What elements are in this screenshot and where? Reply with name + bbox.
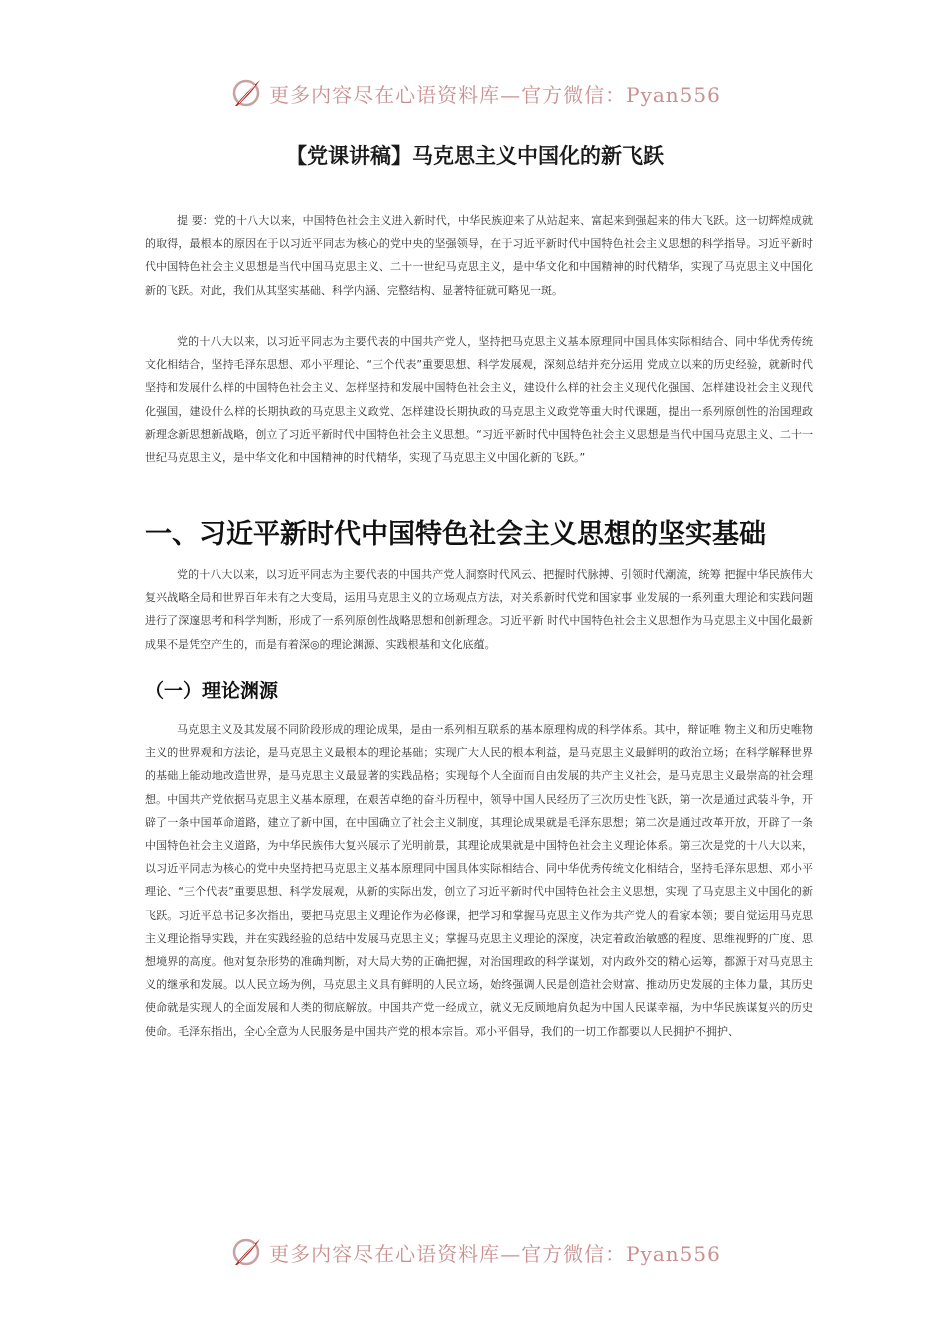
watermark-top-inner (229, 76, 721, 110)
watermark-banner-bottom (0, 1232, 950, 1272)
subsection-1-heading: （一）理论渊源 (145, 680, 279, 702)
watermark-bottom-inner (229, 1235, 721, 1269)
abstract-block (145, 209, 813, 302)
intro-block (145, 330, 813, 469)
subsection-1-paragraph: 马克思主义及其发展不同阶段形成的理论成果，是由一系列相互联系的基本原理构成的科学体系。其中，辩证唯 物主义和历史唯物主义的世界观和方法论，是马克思主义最根本的理论基础；实现广大人民的根本利益，是马克思主义最鲜明的政治立场；在科学解释世界的基础上能动地改造世界，是马克思主义最显著的实践品格；实现每个人全面而自由发展的共产主义社会，是马克思主义最崇高的社会理想。中国共产党依据马克思主义基本原理，在艰苦卓绝的奋斗历程中，领导中国人民经历了三次历史性飞跃，第一次是通过武装斗争，开辟了一条中国革命道路，建立了新中国，在中国确立了社会主义制度，其理论成果就是毛泽东思想；第二次是通过改革开放，开辟了一条中国特色社会主义道路，为中华民族伟大复兴展示了光明前景，其理论成果就是中国特色社会主义理论体系。第三次是党的十八大以来，以习近平同志为核心的党中央坚持把马克思主义基本原理同中国具体实际相结合、同中华优秀传统文化相结合，坚持毛泽东思想、邓小平理论、“三个代表”重要思想、科学发展观，从新的实际出发，创立了习近平新时代中国特色社会主义思想，实现 了马克思主义中国化的新飞跃。习近平总书记多次指出，要把马克思主义理论作为必修课，把学习和掌握马克思主义作为共产党人的看家本领；要自觉运用马克思主义理论指导实践，并在实践经验的总结中发展马克思主义；掌握马克思主义理论的深度，决定着政治敏感的程度、思维视野的广度、思想境界的高度。他对复杂形势的准确判断，对大局大势的正确把握，对治国理政的科学谋划，对内政外交的精心运筹，都源于对马克思主义的继承和发展。以人民立场为例，马克思主义具有鲜明的人民立场，始终强调人民是创造社会财富、推动历史发展的主体力量，其历史使命就是实现人的全面发展和人类的彻底解放。中国共产党一经成立，就义无反顾地肩负起为中国人民谋幸福，为中华民族谋复兴的历史使命。毛泽东指出，全心全意为人民服务是中国共产党的根本宗旨。邓小平倡导，我们的一切工作都要以人民拥护不拥护、 (145, 723, 813, 1038)
watermark-text: 更多内容尽在心语资料库—官方微信：Pyan556 (269, 1241, 721, 1266)
document-title: 【党课讲稿】马克思主义中国化的新飞跃 (286, 144, 664, 168)
watermark-text: 更多内容尽在心语资料库—官方微信：Pyan556 (269, 82, 721, 107)
quill-circle-icon (229, 76, 263, 110)
abstract-paragraph: 提 要：党的十八大以来，中国特色社会主义进入新时代，中华民族迎来了从站起来、富起来到强起来的伟大飞跃。这一切辉煌成就的取得，最根本的原因在于以习近平同志为核心的党中央的坚强领导，在于习近平新时代中国特色社会主义思想的科学指导。习近平新时代中国特色社会主义思想是当代中国马克思主义、二十一世纪马克思主义，是中华文化和中国精神的时代精华，实现了马克思主义中国化新的飞跃。对此，我们从其坚实基础、科学内涵、完整结构、显著特征就可略见一斑。 (145, 214, 813, 297)
section-1-block (145, 563, 813, 656)
watermark-banner-top (0, 73, 950, 113)
intro-paragraph: 党的十八大以来，以习近平同志为主要代表的中国共产党人，坚持把马克思主义基本原理同中国具体实际相结合、同中华优秀传统文化相结合，坚持毛泽东思想、邓小平理论、“三个代表”重要思想、科学发展观，深刻总结并充分运用 党成立以来的历史经验，就新时代坚持和发展什么样的中国特色社会主义、怎样坚持和发展中国特色社会主义，建设什么样的社会主义现代化强国、怎样建设社会主义现代化强国，建设什么样的长期执政的马克思主义政党、怎样建设长期执政的马克思主义政党等重大时代课题，提出一系列原创性的治国理政新理念新思想新战略，创立了习近平新时代中国特色社会主义思想。“习近平新时代中国特色社会主义思想是当代中国马克思主义、二十一世纪马克思主义，是中华文化和中国精神的时代精华，实现了马克思主义中国化新的飞跃。” (145, 335, 813, 465)
subsection-1-block (145, 718, 813, 1043)
quill-circle-icon (229, 1235, 263, 1269)
section-1-heading: 一、习近平新时代中国特色社会主义思想的坚实基础 (145, 519, 766, 550)
section-1-paragraph: 党的十八大以来，以习近平同志为主要代表的中国共产党人洞察时代风云、把握时代脉搏、引领时代潮流，统筹 把握中华民族伟大复兴战略全局和世界百年未有之大变局，运用马克思主义的立场观点方法，对关系新时代党和国家事 业发展的一系列重大理论和实践问题进行了深邃思考和科学判断，形成了一系列原创性战略思想和创新理念。习近平新 时代中国特色社会主义思想作为马克思主义中国化最新成果不是凭空产生的，而是有着深◎的理论渊源、实践根基和文化底蕴。 (145, 568, 813, 651)
